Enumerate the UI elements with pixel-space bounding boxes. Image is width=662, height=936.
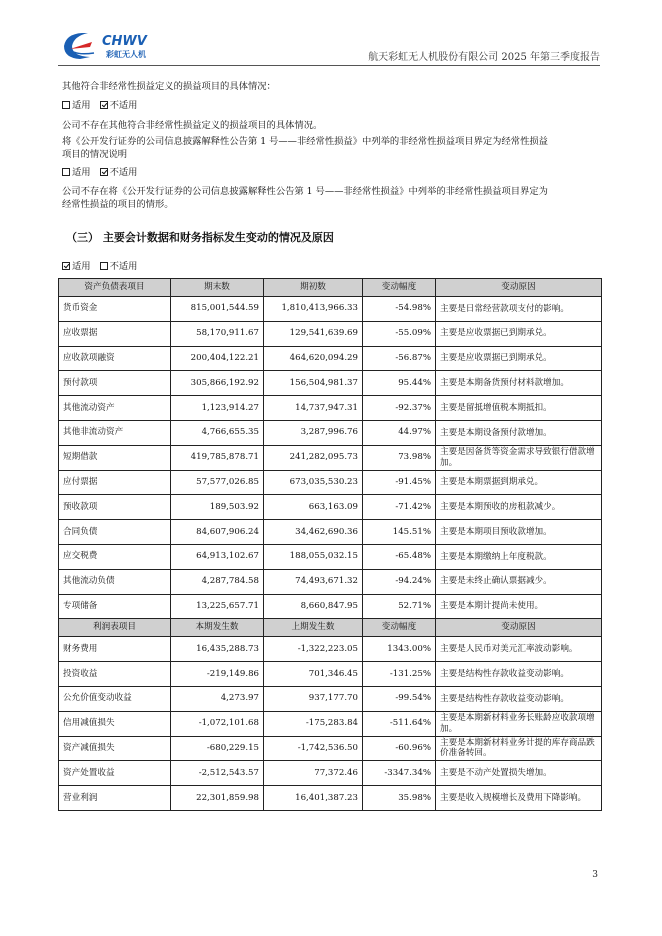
item-cell: 资产减值损失 [59,736,171,761]
nonrecurring-line3b: 项目的情况说明 [62,149,128,160]
item-cell: 信用减值损失 [59,711,171,736]
change-rate-cell: -60.96% [363,736,436,761]
prior-value-cell: 464,620,094.29 [264,346,363,371]
svg-text:CHWV: CHWV [102,34,147,49]
nonrecurring-line4a: 公司不存在将《公开发行证券的公司信息披露解释性公告第 1 号——非经常性损益》中列举的非经常性损益项目界定为 [62,186,548,197]
checkbox-unchecked-icon [62,168,70,176]
column-header: 上期发生数 [264,619,363,637]
company-logo [60,28,188,62]
checkbox-unchecked-icon [100,262,108,270]
reason-cell: 主要是本期设备预付款增加。 [436,420,602,445]
item-cell: 财务费用 [59,637,171,662]
change-rate-cell: 44.97% [363,420,436,445]
column-header: 变动幅度 [363,619,436,637]
change-rate-cell: -511.64% [363,711,436,736]
item-cell: 其他流动资产 [59,396,171,421]
column-header: 变动原因 [436,619,602,637]
option-not-applicable: 不适用 [100,261,138,272]
item-cell: 短期借款 [59,445,171,470]
change-rate-cell: -56.87% [363,346,436,371]
item-cell: 货币资金 [59,297,171,322]
nonrecurring-line1: 其他符合非经常性损益定义的损益项目的具体情况： [62,81,276,92]
prior-value-cell: 34,462,690.36 [264,520,363,545]
reason-cell: 主要是本期计提尚未使用。 [436,594,602,619]
current-value-cell: 84,607,906.24 [171,520,264,545]
section-heading: （三） 主要会计数据和财务指标发生变动的情况及原因 [66,231,334,244]
current-value-cell: -1,072,101.68 [171,711,264,736]
item-cell: 资产处置收益 [59,761,171,786]
reason-cell: 主要是本期新材料业务长账龄应收款项增加。 [436,711,602,736]
page-number: 3 [592,870,598,880]
table-row [59,662,602,687]
reason-cell: 主要是本期票据到期承兑。 [436,470,602,495]
column-header: 资产负债表项目 [59,279,171,297]
item-cell: 合同负债 [59,520,171,545]
option-applicable: 适用 [62,100,91,111]
current-value-cell: 4,287,784.58 [171,569,264,594]
item-cell: 营业利润 [59,786,171,811]
prior-value-cell: 77,372.46 [264,761,363,786]
current-value-cell: 64,913,102.67 [171,544,264,569]
column-header: 期末数 [171,279,264,297]
table-row [59,686,602,711]
current-value-cell: 815,001,544.59 [171,297,264,322]
income_table-header-row [59,619,602,637]
current-value-cell: 1,123,914.27 [171,396,264,421]
prior-value-cell: -1,742,536.50 [264,736,363,761]
nonrecurring-line2: 公司不存在其他符合非经常性损益定义的损益项目的具体情况。 [62,120,323,131]
reason-cell: 主要是本期新材料业务计提的库存商品跌价准备转回。 [436,736,602,761]
prior-value-cell: 188,055,032.15 [264,544,363,569]
item-cell: 预收款项 [59,495,171,520]
prior-value-cell: 937,177.70 [264,686,363,711]
table-row [59,544,602,569]
checkbox-checked-icon [100,101,108,109]
current-value-cell: 16,435,288.73 [171,637,264,662]
item-cell: 其他流动负债 [59,569,171,594]
prior-value-cell: 8,660,847.95 [264,594,363,619]
column-header: 变动原因 [436,279,602,297]
item-cell: 其他非流动资产 [59,420,171,445]
change-rate-cell: -71.42% [363,495,436,520]
table-row [59,321,602,346]
current-value-cell: 58,170,911.67 [171,321,264,346]
change-rate-cell: 1343.00% [363,637,436,662]
column-header: 变动幅度 [363,279,436,297]
table-row [59,346,602,371]
nonrecurring-line3a: 将《公开发行证券的公司信息披露解释性公告第 1 号——非经常性损益》中列举的非经常性损益项目界定为经常性损益 [62,136,548,147]
reason-cell: 主要是应收票据已到期承兑。 [436,321,602,346]
change-rate-cell: -131.25% [363,662,436,687]
change-rate-cell: 95.44% [363,371,436,396]
prior-value-cell: 1,810,413,966.33 [264,297,363,322]
current-value-cell: 4,766,655.35 [171,420,264,445]
header-rule [58,65,600,66]
table-row [59,445,602,470]
item-cell: 专项储备 [59,594,171,619]
table-row [59,396,602,421]
current-value-cell: 419,785,878.71 [171,445,264,470]
column-header: 利润表项目 [59,619,171,637]
item-cell: 应交税费 [59,544,171,569]
reason-cell: 主要是结构性存款收益变动影响。 [436,662,602,687]
prior-value-cell: 156,504,981.37 [264,371,363,396]
current-value-cell: -2,512,543.57 [171,761,264,786]
option-applicable: 适用 [62,261,91,272]
reason-cell: 主要是因备货等资金需求导致银行借款增加。 [436,445,602,470]
reason-cell: 主要是未终止确认票据减少。 [436,569,602,594]
table-row [59,520,602,545]
checkbox-unchecked-icon [62,101,70,109]
prior-value-cell: 16,401,387.23 [264,786,363,811]
table-row [59,470,602,495]
prior-value-cell: -1,322,223.05 [264,637,363,662]
change-rate-cell: -99.54% [363,686,436,711]
table-row [59,420,602,445]
option-applicable: 适用 [62,167,91,178]
prior-value-cell: 701,346.45 [264,662,363,687]
current-value-cell: 57,577,026.85 [171,470,264,495]
svg-text:彩虹无人机: 彩虹无人机 [106,50,146,59]
prior-value-cell: -175,283.84 [264,711,363,736]
financial-changes-table [58,278,602,811]
item-cell: 应收款项融资 [59,346,171,371]
table-row [59,297,602,322]
prior-value-cell: 241,282,095.73 [264,445,363,470]
current-value-cell: 189,503.92 [171,495,264,520]
table-row [59,495,602,520]
option-not-applicable: 不适用 [100,167,138,178]
table-row [59,736,602,761]
prior-value-cell: 14,737,947.31 [264,396,363,421]
item-cell: 应收票据 [59,321,171,346]
item-cell: 投资收益 [59,662,171,687]
reason-cell: 主要是不动产处置损失增加。 [436,761,602,786]
prior-value-cell: 74,493,671.32 [264,569,363,594]
table-row [59,786,602,811]
current-value-cell: 305,866,192.92 [171,371,264,396]
item-cell: 预付款项 [59,371,171,396]
change-rate-cell: -55.09% [363,321,436,346]
change-rate-cell: -92.37% [363,396,436,421]
current-value-cell: -219,149.86 [171,662,264,687]
checkbox-checked-icon [100,168,108,176]
reason-cell: 主要是本期备货预付材料款增加。 [436,371,602,396]
table-row [59,711,602,736]
reason-cell: 主要是本期预收的房租款减少。 [436,495,602,520]
current-value-cell: 22,301,859.98 [171,786,264,811]
change-rate-cell: -91.45% [363,470,436,495]
reason-cell: 主要是留抵增值税本期抵扣。 [436,396,602,421]
change-rate-cell: -3347.34% [363,761,436,786]
checkbox-checked-icon [62,262,70,270]
change-rate-cell: 73.98% [363,445,436,470]
change-rate-cell: 145.51% [363,520,436,545]
item-cell: 应付票据 [59,470,171,495]
nonrecurring-options-1 [62,99,143,112]
current-value-cell: 4,273.97 [171,686,264,711]
column-header: 本期发生数 [171,619,264,637]
balance_table-header-row [59,279,602,297]
financial-changes-body [59,279,602,811]
prior-value-cell: 129,541,639.69 [264,321,363,346]
item-cell: 公允价值变动收益 [59,686,171,711]
prior-value-cell: 3,287,996.76 [264,420,363,445]
prior-value-cell: 663,163.09 [264,495,363,520]
section3-options [62,260,143,273]
reason-cell: 主要是应收票据已到期承兑。 [436,346,602,371]
table-row [59,761,602,786]
header-title: 航天彩虹无人机股份有限公司 2025 年第三季度报告 [368,52,600,63]
change-rate-cell: -94.24% [363,569,436,594]
reason-cell: 主要是结构性存款收益变动影响。 [436,686,602,711]
change-rate-cell: 52.71% [363,594,436,619]
current-value-cell: -680,229.15 [171,736,264,761]
reason-cell: 主要是人民币对美元汇率波动影响。 [436,637,602,662]
change-rate-cell: 35.98% [363,786,436,811]
page-header [58,24,600,66]
table-row [59,594,602,619]
reason-cell: 主要是日常经营款项支付的影响。 [436,297,602,322]
reason-cell: 主要是本期缴纳上年度税款。 [436,544,602,569]
table-row [59,371,602,396]
nonrecurring-options-2 [62,166,143,179]
nonrecurring-line4b: 经常性损益的项目的情形。 [62,199,174,210]
change-rate-cell: -54.98% [363,297,436,322]
column-header: 期初数 [264,279,363,297]
change-rate-cell: -65.48% [363,544,436,569]
reason-cell: 主要是本期项目预收款增加。 [436,520,602,545]
reason-cell: 主要是收入规模增长及费用下降影响。 [436,786,602,811]
table-row [59,569,602,594]
option-not-applicable: 不适用 [100,100,138,111]
prior-value-cell: 673,035,530.23 [264,470,363,495]
current-value-cell: 200,404,122.21 [171,346,264,371]
current-value-cell: 13,225,657.71 [171,594,264,619]
table-row [59,637,602,662]
